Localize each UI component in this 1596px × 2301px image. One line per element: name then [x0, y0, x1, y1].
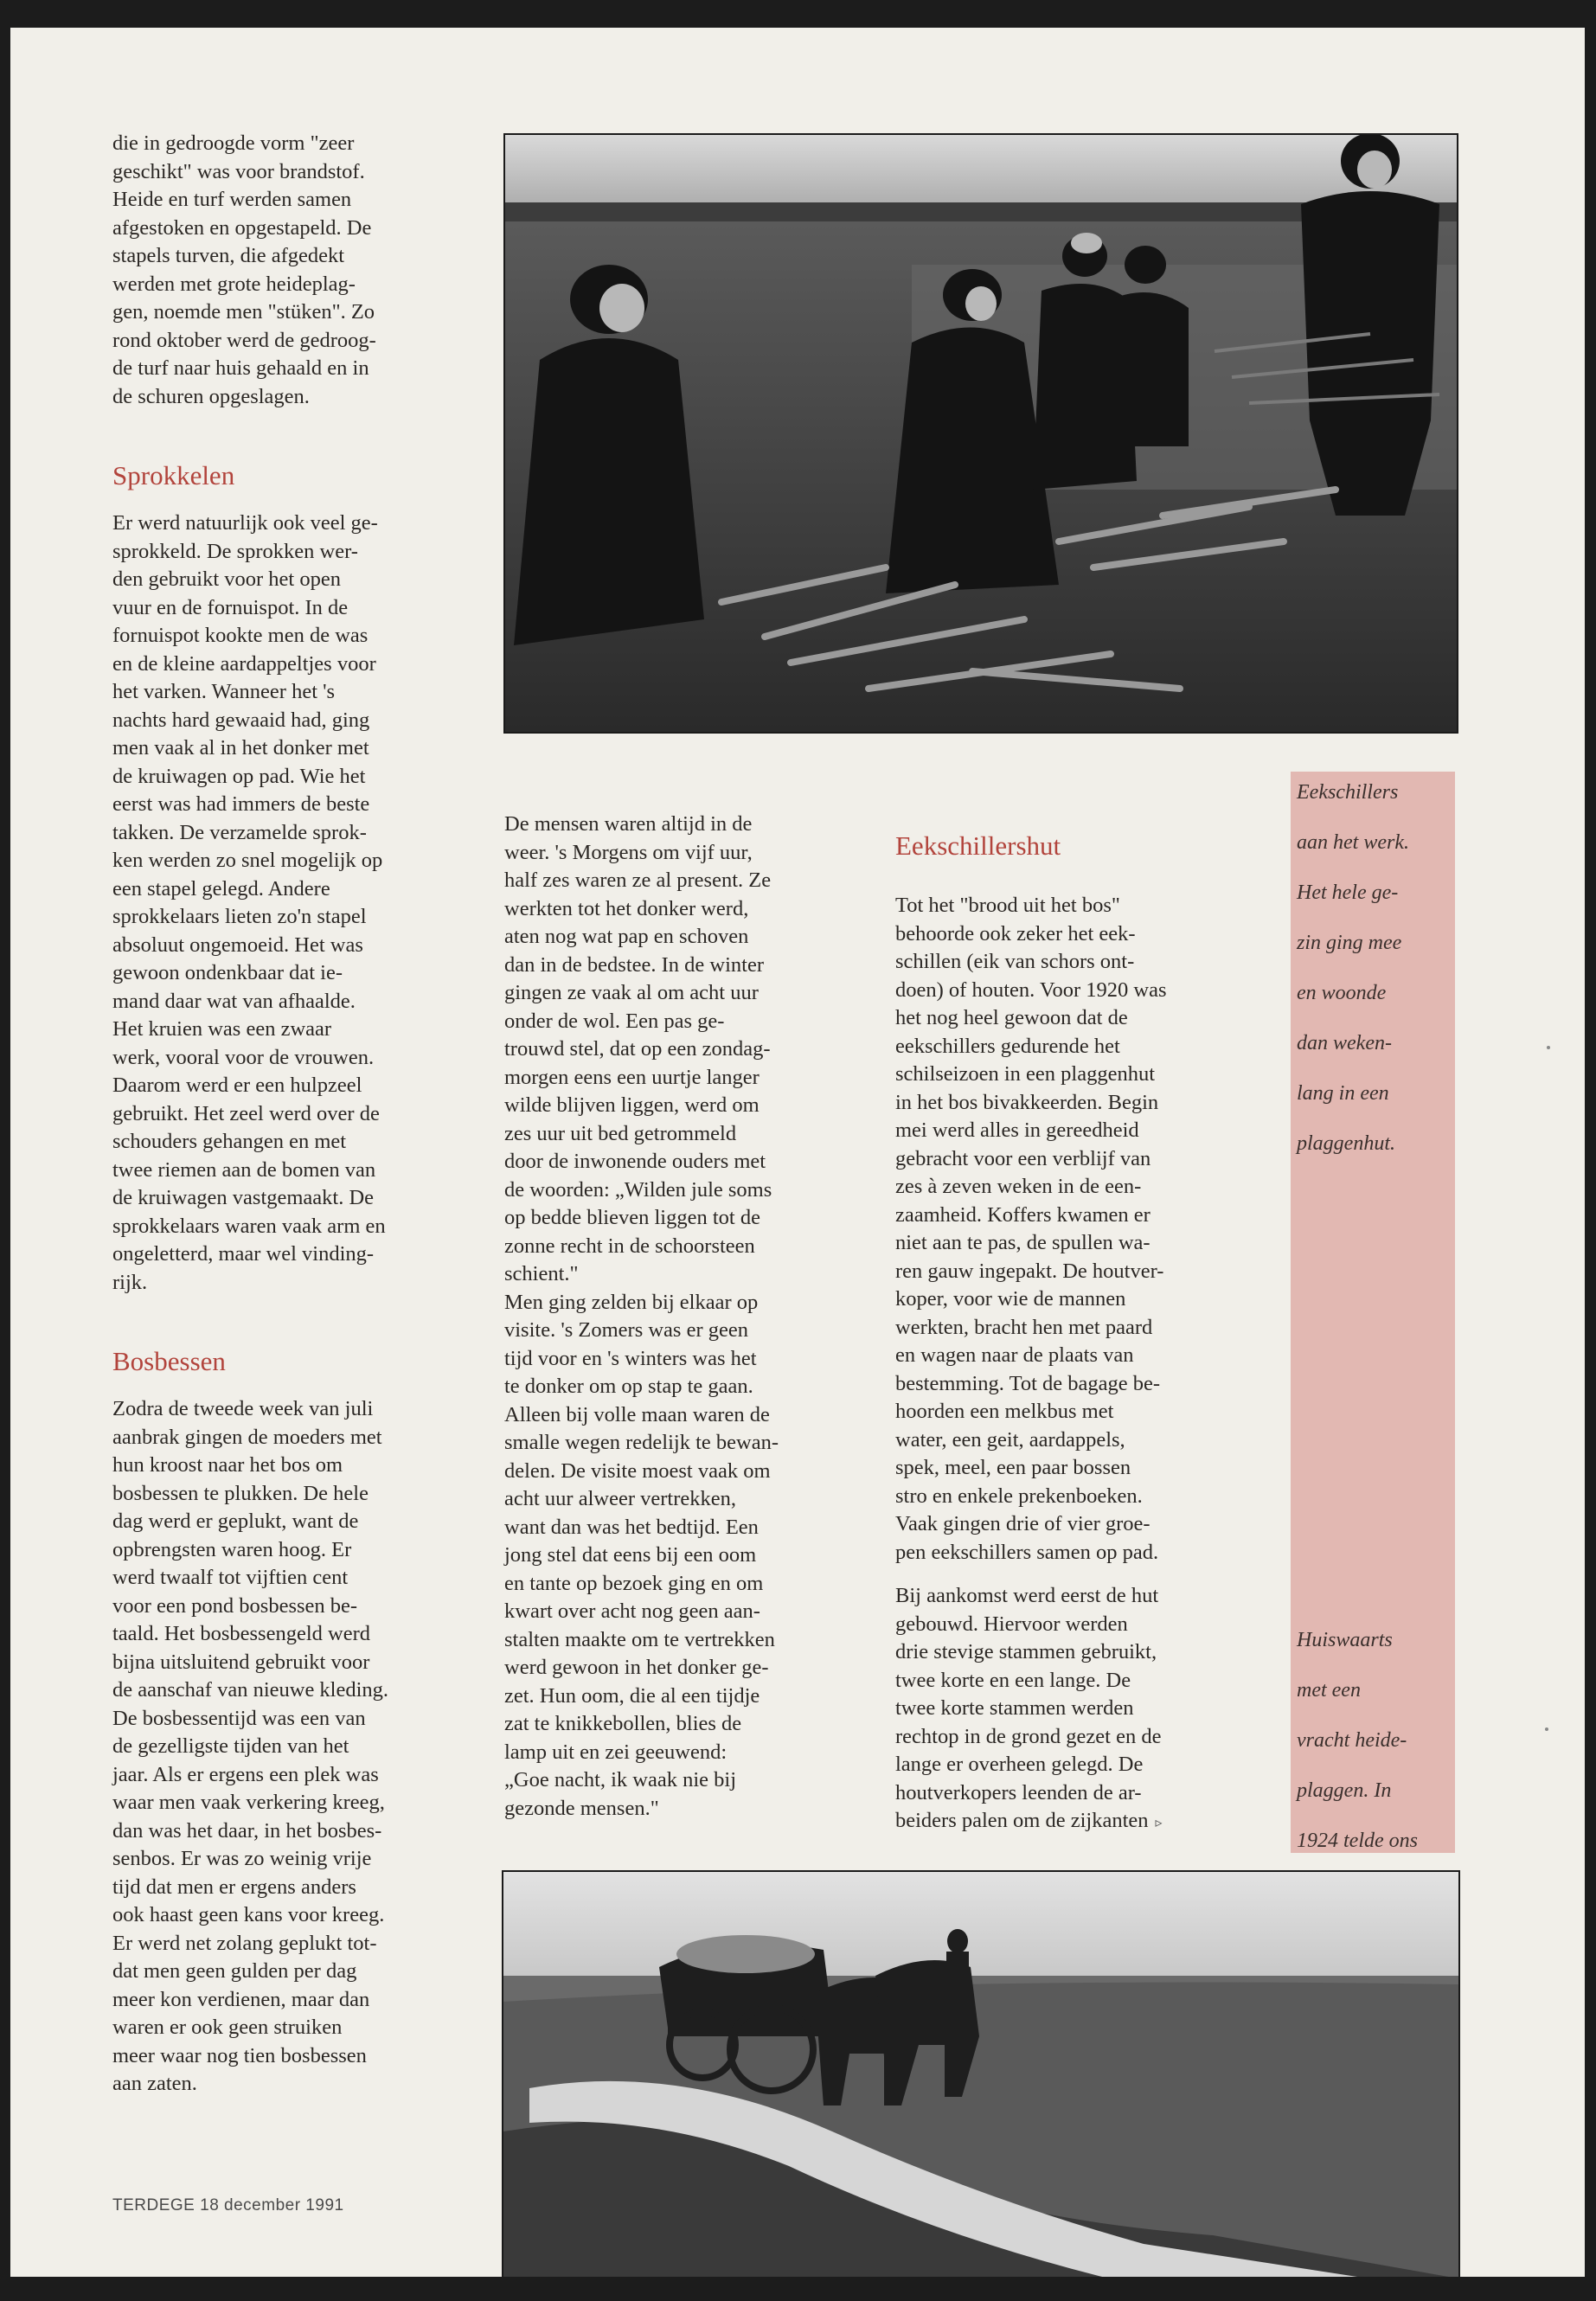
text-line: het nog heel gewoon dat de	[895, 1006, 1128, 1029]
eekschillershut-paragraph-2	[895, 1582, 1250, 1838]
text-line: schouders gehangen en met	[112, 1130, 347, 1153]
text-line: sprokkelaars lieten zo'n stapel	[112, 905, 367, 928]
text-line: de kruiwagen vastgemaakt. De	[112, 1186, 375, 1209]
text-line: Men ging zelden bij elkaar op	[504, 1290, 759, 1314]
text-line: absoluut ongemoeid. Het was	[112, 933, 363, 957]
text-line: lange er overheen gelegd. De	[895, 1753, 1144, 1776]
text-line: aten nog wat pap en schoven	[504, 925, 749, 948]
text-line: zes à zeven weken in de een-	[895, 1175, 1142, 1198]
continue-arrow-icon: ▹	[1155, 1816, 1163, 1830]
text-line: jong stel dat eens bij een oom	[504, 1543, 757, 1567]
text-line: fornuispot kookte men de was	[112, 624, 369, 647]
text-line: twee riemen aan de bomen van	[112, 1157, 376, 1182]
text-line: werden met grote heideplag-	[112, 272, 356, 296]
text-line: visite. 's Zomers was er geen	[504, 1318, 749, 1342]
text-line: waar men vaak verkering kreeg,	[112, 1791, 385, 1814]
text-line: „Goe nacht, ik waak nie bij	[504, 1768, 737, 1791]
text-line: Heide en turf werden samen	[112, 188, 352, 211]
column-2-paragraph	[504, 811, 846, 1823]
text-line: half zes waren ze al present. Ze	[504, 868, 772, 892]
text-line: den gebruikt voor het open	[112, 567, 341, 591]
text-line: gezonde mensen."	[504, 1796, 659, 1820]
text-line: Tot het "brood uit het bos"	[895, 894, 1120, 917]
text-line: smalle wegen redelijk te bewan-	[504, 1431, 779, 1454]
text-line: ongeletterd, maar wel vinding-	[112, 1242, 375, 1266]
text-line: bosbessen te plukken. De hele	[112, 1481, 369, 1505]
text-line: rechtop in de grond gezet en de	[895, 1724, 1162, 1748]
text-line: hun kroost naar het bos om	[112, 1453, 343, 1477]
heading-bosbessen: Bosbessen	[112, 1346, 226, 1376]
text-line: jaar. Als er ergens een plek was	[112, 1762, 379, 1786]
scan-speck	[1547, 1046, 1550, 1049]
text-line: beiders palen om de zijkanten	[895, 1809, 1149, 1832]
text-line: werd gewoon in het donker ge-	[504, 1656, 769, 1679]
text-line: koper, voor wie de mannen	[895, 1287, 1126, 1311]
text-line: taald. Het bosbessengeld werd	[112, 1622, 370, 1645]
text-line: senbos. Er was zo weinig vrije	[112, 1847, 372, 1870]
text-line: weer. 's Morgens om vijf uur,	[504, 840, 753, 864]
heading-eekschillershut: Eekschillershut	[895, 830, 1061, 861]
text-line: De bosbessentijd was een van	[112, 1706, 366, 1730]
text-line: nachts hard gewaaid had, ging	[112, 708, 370, 732]
text-line: Zodra de tweede week van juli	[112, 1397, 374, 1420]
text-line: stalten maakte om te vertrekken	[504, 1627, 775, 1651]
text-line: water, een geit, aardappels,	[895, 1427, 1125, 1452]
text-line: tijd dat men er ergens anders	[112, 1875, 356, 1899]
text-line: rond oktober werd de gedroog-	[112, 328, 376, 352]
text-line: zonne recht in de schoorsteen	[504, 1234, 755, 1258]
text-line: dag werd er geplukt, want de	[112, 1509, 359, 1533]
text-line: Het kruien was een zwaar	[112, 1017, 332, 1041]
text-line: eekschillers gedurende het	[895, 1034, 1120, 1058]
text-line: plaggenhut.	[1297, 1132, 1395, 1155]
text-line: 1924 telde ons	[1297, 1830, 1418, 1852]
text-line: de gezelligste tijden van het	[112, 1734, 349, 1758]
text-line: mei werd alles in gereedheid	[895, 1118, 1139, 1142]
text-line: behoorde ook zeker het eek-	[895, 921, 1136, 945]
photo-eekschillers-image	[505, 135, 1457, 732]
text-line: Vaak gingen drie of vier groe-	[895, 1512, 1151, 1535]
text-line: dan was het daar, in het bosbes-	[112, 1818, 382, 1843]
text-line: men vaak al in het donker met	[112, 736, 369, 760]
text-line: ren gauw ingepakt. De houtver-	[895, 1259, 1164, 1283]
eekschillershut-paragraph-2-text	[895, 1584, 1161, 1832]
text-line: pen eekschillers samen op pad.	[895, 1540, 1159, 1564]
text-line: mand daar wat van afhaalde.	[112, 989, 356, 1013]
text-line: door de inwonende ouders met	[504, 1150, 766, 1173]
text-line: zat te knikkebollen, blies de	[504, 1712, 742, 1735]
text-line: de turf naar huis gehaald en in	[112, 356, 369, 380]
text-line: aanbrak gingen de moeders met	[112, 1425, 382, 1449]
eekschillershut-paragraph-1	[895, 892, 1250, 1567]
text-line: Huiswaarts	[1297, 1629, 1393, 1651]
text-line: met een	[1297, 1679, 1361, 1702]
text-line: die in gedroogde vorm "zeer	[112, 131, 355, 155]
text-line: de woorden: „Wilden jule soms	[504, 1177, 772, 1202]
text-line: sprokkelaars waren vaak arm en	[112, 1214, 386, 1238]
text-line: meer waar nog tien bosbessen	[112, 2043, 367, 2067]
column-3	[895, 811, 1250, 1838]
text-line: doen) of houten. Voor 1920 was	[895, 977, 1167, 1002]
text-line: wilde blijven liggen, werd om	[504, 1093, 760, 1117]
text-line: geschikt" was voor brandstof.	[112, 159, 365, 183]
text-line: plaggen. In	[1297, 1779, 1392, 1802]
text-line: spek, meel, een paar bossen	[895, 1456, 1131, 1479]
text-line: opbrengsten waren hoog. Er	[112, 1537, 352, 1561]
text-line: stro en enkele prekenboeken.	[895, 1484, 1143, 1508]
text-line: vracht heide-	[1297, 1729, 1407, 1752]
text-line: ken werden zo snel mogelijk op	[112, 849, 383, 872]
heading-sprokkelen: Sprokkelen	[112, 460, 235, 490]
text-line: op bedde blieven liggen tot de	[504, 1206, 760, 1229]
text-line: onder de wol. Een pas ge-	[504, 1009, 725, 1033]
text-line: en wagen naar de plaats van	[895, 1343, 1134, 1367]
text-line: en de kleine aardappeltjes voor	[112, 651, 376, 676]
photo-eekschillers	[503, 133, 1458, 734]
text-line: sprokkeld. De sprokken wer-	[112, 539, 358, 563]
text-line: Het hele ge-	[1297, 881, 1399, 904]
text-line: delen. De visite moest vaak om	[504, 1458, 771, 1483]
text-line: werkten tot het donker werd,	[504, 896, 749, 920]
intro-paragraph	[112, 130, 472, 411]
photo-huiswaarts	[502, 1870, 1460, 2277]
text-line: gingen ze vaak al om acht uur	[504, 981, 759, 1004]
column-1	[112, 130, 472, 2099]
text-line: lamp uit en zei geeuwend:	[504, 1740, 727, 1764]
text-line: de aanschaf van nieuwe kleding.	[112, 1678, 389, 1702]
text-line: hoorden een melkbus met	[895, 1400, 1114, 1423]
page-footer: TERDEGE 18 december 1991	[112, 2196, 344, 2214]
text-line: gewoon ondenkbaar dat ie-	[112, 961, 343, 984]
text-line: dat men geen gulden per dag	[112, 1959, 357, 1983]
text-line: niet aan te pas, de spullen wa-	[895, 1231, 1151, 1254]
text-line: Alleen bij volle maan waren de	[504, 1402, 770, 1426]
scan-speck	[1545, 1727, 1548, 1731]
text-line: zes uur uit bed getrommeld	[504, 1121, 737, 1145]
magazine-page	[10, 28, 1585, 2277]
text-line: stapels turven, die afgedekt	[112, 244, 345, 267]
text-line: werd twaalf tot vijftien cent	[112, 1566, 349, 1589]
text-line: lang in een	[1297, 1082, 1389, 1105]
text-line: zaamheid. Koffers kwamen er	[895, 1202, 1151, 1227]
text-line: gebouwd. Hiervoor werden	[895, 1612, 1128, 1636]
text-line: rijk.	[112, 1270, 148, 1294]
text-line: Bij aankomst werd eerst de hut	[895, 1584, 1159, 1607]
text-line: vuur en de fornuispot. In de	[112, 595, 349, 619]
text-line: bestemming. Tot de bagage be-	[895, 1371, 1161, 1395]
text-line: kwart over acht nog geen aan-	[504, 1599, 760, 1623]
text-line: ook haast geen kans voor kreeg.	[112, 1903, 385, 1926]
text-line: zin ging mee	[1297, 932, 1402, 954]
photo-huiswaarts-image	[503, 1872, 1458, 2277]
text-line: Er werd natuurlijk ook veel ge-	[112, 511, 378, 535]
text-line: aan zaten.	[112, 2072, 197, 2095]
text-line: gen, noemde men "stüken". Zo	[112, 300, 375, 324]
text-line: houtverkopers leenden de ar-	[895, 1780, 1142, 1804]
text-line: Daarom werd er een hulpzeel	[112, 1074, 362, 1097]
text-line: werk, vooral voor de vrouwen.	[112, 1045, 375, 1069]
text-line: Eekschillers	[1297, 781, 1399, 804]
text-line: dan weken-	[1297, 1032, 1392, 1054]
text-line: acht uur alweer vertrekken,	[504, 1487, 736, 1510]
text-line: in het bos bivakkeerden. Begin	[895, 1090, 1159, 1114]
text-line: De mensen waren altijd in de	[504, 812, 753, 836]
text-line: afgestoken en opgestapeld. De	[112, 215, 372, 240]
text-line: eerst was had immers de beste	[112, 792, 370, 816]
text-line: het varken. Wanneer het 's	[112, 680, 336, 703]
text-line: de schuren opgeslagen.	[112, 384, 310, 408]
text-line: gebracht voor een verblijf van	[895, 1146, 1151, 1170]
text-line: zet. Hun oom, die al een tijdje	[504, 1683, 760, 1708]
text-line: want dan was het bedtijd. Een	[504, 1515, 759, 1539]
text-line: twee korte stammen werden	[895, 1696, 1134, 1720]
text-line: waren er ook geen struiken	[112, 2016, 343, 2039]
text-line: morgen eens een uurtje langer	[504, 1065, 760, 1089]
text-line: dan in de bedstee. In de winter	[504, 952, 765, 977]
text-line: takken. De verzamelde sprok-	[112, 820, 367, 844]
text-line: Er werd net zolang geplukt tot-	[112, 1931, 377, 1955]
text-line: de kruiwagen op pad. Wie het	[112, 764, 366, 788]
text-line: een stapel gelegd. Andere	[112, 876, 330, 901]
text-line: en woonde	[1297, 982, 1387, 1004]
text-line: tijd voor en 's winters was het	[504, 1346, 757, 1370]
column-2	[504, 811, 846, 1823]
text-line: gebruikt. Het zeel werd over de	[112, 1101, 380, 1125]
text-line: voor een pond bosbessen be-	[112, 1593, 358, 1618]
text-line: schilseizoen in een plaggenhut	[895, 1062, 1156, 1086]
text-line: bijna uitsluitend gebruikt voor	[112, 1650, 370, 1674]
sprokkelen-paragraph	[112, 510, 472, 1297]
text-line: te donker om op stap te gaan.	[504, 1375, 753, 1398]
text-line: drie stevige stammen gebruikt,	[895, 1640, 1157, 1663]
text-line: schillen (eik van schors ont-	[895, 950, 1135, 973]
text-line: meer kon verdienen, maar dan	[112, 1987, 370, 2011]
bosbessen-paragraph	[112, 1395, 472, 2099]
text-line: trouwd stel, dat op een zondag-	[504, 1037, 771, 1061]
text-line: werkten, bracht hen met paard	[895, 1315, 1153, 1339]
text-line: en tante op bezoek ging en om	[504, 1571, 764, 1595]
text-line: aan het werk.	[1297, 831, 1409, 854]
caption-eekschillers	[1297, 780, 1480, 1157]
text-line: schient."	[504, 1262, 579, 1285]
text-line: twee korte en een lange. De	[895, 1668, 1131, 1692]
